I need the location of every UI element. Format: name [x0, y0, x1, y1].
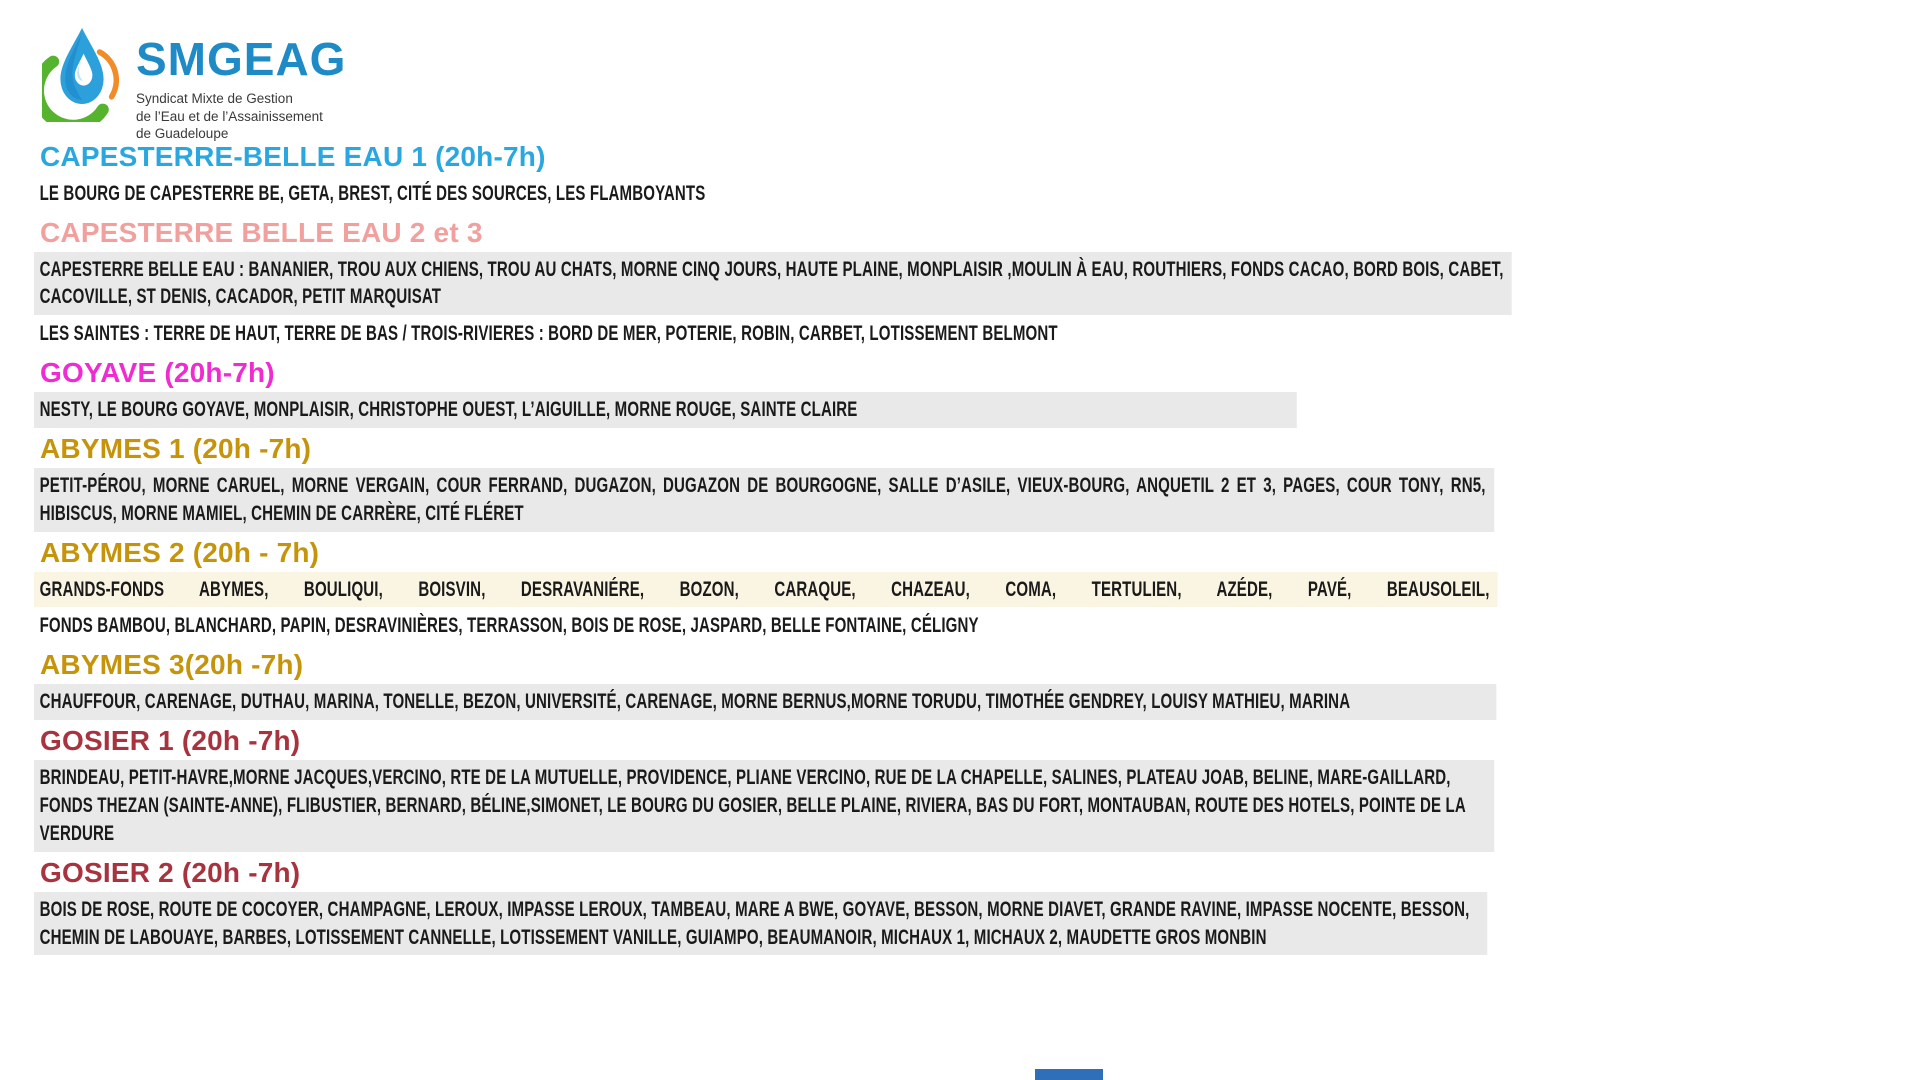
section-abymes-2: [34, 538, 1914, 645]
section-capesterre-belle-eau-2-3: [34, 218, 1914, 353]
areas-list-capesterre-belle-eau-2-3-2: LES SAINTES : TERRE DE HAUT, TERRE DE BAS / TROIS-RIVIERES : BORD DE MER, POTERIE, ROBIN, CARBET, LOTISSEMENT BELMONT: [39, 321, 1058, 346]
logo-brand-text: SMGEAG: [136, 33, 347, 85]
section-capesterre-belle-eau-1: [34, 142, 1914, 212]
areas-list-capesterre-belle-eau-1: LE BOURG DE CAPESTERRE BE, GETA, BREST, CITÉ DES SOURCES, LES FLAMBOYANTS: [39, 180, 706, 205]
areas-list-gosier-1: BRINDEAU, PETIT-HAVRE,MORNE JACQUES,VERCINO, RTE DE LA MUTUELLE, PROVIDENCE, PLIANE VERCINO, RUE DE LA CHAPELLE, SALINES, PLATEAU JOAB, BELINE, MARE-GAILLARD, FONDS THEZAN (SAINTE-ANNE), FLIBUSTIER, BERNARD, BÉLINE,SIMONET, LE BOURG DU GOSIER, BELLE PLAINE, RIVIERA, BAS DU FORT, MONTAUBAN, ROUTE DES HOTELS, POINTE DE LA VERDURE: [34, 760, 1494, 852]
areas-list-abymes-1: PETIT-PÉROU, MORNE CARUEL, MORNE VERGAIN, COUR FERRAND, DUGAZON, DUGAZON DE BOURGOGNE, SALLE D’ASILE, VIEUX-BOURG, ANQUETIL 2 ET 3, PAGES, COUR TONY, RN5, HIBISCUS, MORNE MAMIEL, CHEMIN DE CARRÈRE, CITÉ FLÉRET: [34, 468, 1494, 532]
areas-list-goyave: NESTY, LE BOURG GOYAVE, MONPLAISIR, CHRISTOPHE OUEST, L’AIGUILLE, MORNE ROUGE, SAINTE CLAIRE: [34, 392, 1297, 428]
water-drop-icon: [42, 22, 122, 122]
section-title-gosier-2: GOSIER 2 (20h -7h): [40, 856, 301, 888]
logo-tagline-line1: Syndicat Mixte de Gestion: [136, 91, 293, 106]
areas-list-gosier-2: BOIS DE ROSE, ROUTE DE COCOYER, CHAMPAGNE, LEROUX, IMPASSE LEROUX, TAMBEAU, MARE A BWE, GOYAVE, BESSON, MORNE DIAVET, GRANDE RAVINE, IMPASSE NOCENTE, BESSON, CHEMIN DE LABOUAYE, BARBES, LOTISSEMENT CANNELLE, LOTISSEMENT VANILLE, GUIAMPO, BEAUMANOIR, MICHAUX 1, MICHAUX 2, MAUDETTE GROS MONBIN: [34, 892, 1487, 956]
section-title-gosier-1: GOSIER 1 (20h -7h): [40, 725, 301, 757]
areas-list-abymes-2-1: GRANDS-FONDS ABYMES, BOULIQUI, BOISVIN, DESRAVANIÉRE, BOZON, CARAQUE, CHAZEAU, COMA, TERTULIEN, AZÉDE, PAVÉ, BEAUSOLEIL,: [34, 572, 1498, 608]
section-gosier-2: [34, 858, 1914, 956]
section-abymes-1: [34, 434, 1914, 532]
section-title-abymes-2: ABYMES 2 (20h - 7h): [40, 536, 320, 568]
section-gosier-1: [34, 726, 1914, 852]
bottom-blue-bar: [1035, 1069, 1103, 1080]
section-title-capesterre-belle-eau-2-3: CAPESTERRE BELLE EAU 2 et 3: [40, 216, 483, 248]
smgeag-logo: [42, 22, 346, 143]
logo-tagline-line3: de Guadeloupe: [136, 126, 229, 142]
areas-list-capesterre-belle-eau-2-3-1: CAPESTERRE BELLE EAU : BANANIER, TROU AUX CHIENS, TROU AU CHATS, MORNE CINQ JOURS, HAUTE PLAINE, MONPLAISIR ,MOULIN À EAU, ROUTHIERS, FONDS CACAO, BORD BOIS, CABET, CACOVILLE, ST DENIS, CACADOR, PETIT MARQUISAT: [34, 252, 1512, 316]
section-title-capesterre-belle-eau-1: CAPESTERRE-BELLE EAU 1 (20h-7h): [40, 141, 546, 172]
section-title-abymes-3: ABYMES 3(20h -7h): [40, 649, 304, 681]
section-title-abymes-1: ABYMES 1 (20h -7h): [40, 433, 312, 465]
schedule-sections: [34, 136, 1914, 956]
section-goyave: [34, 358, 1914, 428]
logo-tagline: [136, 90, 346, 143]
logo-tagline-line2: de l’Eau et de l’Assainissement: [136, 108, 323, 124]
areas-list-abymes-3: CHAUFFOUR, CARENAGE, DUTHAU, MARINA, TONELLE, BEZON, UNIVERSITÉ, CARENAGE, MORNE BERNUS,MORNE TORUDU, TIMOTHÉE GENDREY, LOUISY MATHIEU, MARINA: [34, 684, 1496, 720]
areas-list-abymes-2-2: FONDS BAMBOU, BLANCHARD, PAPIN, DESRAVINIÈRES, TERRASSON, BOIS DE ROSE, JASPARD, BELLE FONTAINE, CÉLIGNY: [39, 613, 979, 638]
section-title-goyave: GOYAVE (20h-7h): [40, 357, 275, 389]
section-abymes-3: [34, 650, 1914, 720]
